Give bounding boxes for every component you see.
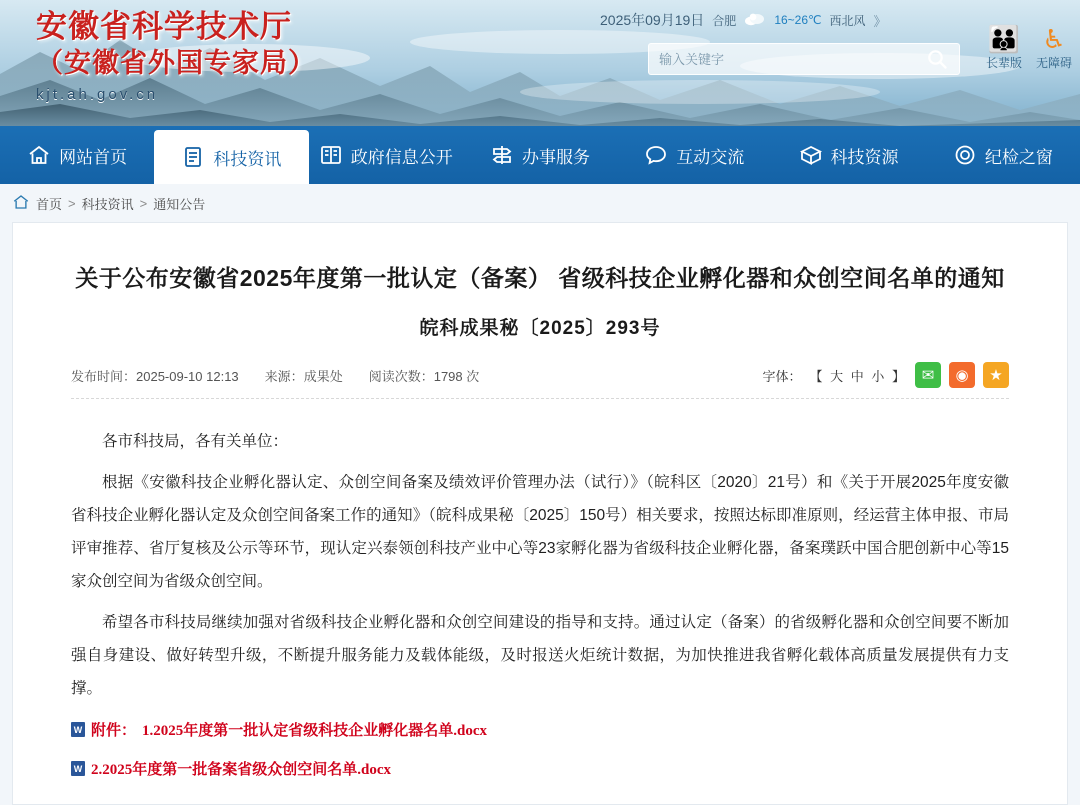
article-paragraph-2: 根据《安徽科技企业孵化器认定、众创空间备案及绩效评价管理办法（试行）》（皖科区〔2020〕21号）和《关于开展2025年度安徽省科技企业孵化器认定及众创空间备案工作的通知》（皖科成果秘〔2025〕150号）相关要求，按照达标即准原则，经运营主体申报、市局评审推荐、省厅复核及公示等环节，现认定兴泰领创科技产业中心等23家孵化器为省级科技企业孵化器，备案璞跃中国合肥创新中心等15家众创空间为省级众创空间。 bbox=[71, 474, 1009, 590]
home-icon bbox=[27, 143, 51, 167]
nav-item-news-label: 科技资讯 bbox=[213, 149, 282, 169]
nav-item-interaction[interactable] bbox=[617, 126, 771, 184]
breadcrumb-item-home[interactable]: 首页 bbox=[36, 196, 63, 212]
breadcrumb bbox=[0, 184, 1080, 222]
chat-icon bbox=[644, 143, 668, 167]
article-paragraph-3: 希望各市科技局继续加强对省级科技企业孵化器和众创空间建设的指导和支持。通过认定（备案）的省级孵化器和众创空间要不断加强自身建设、做好转型升级，不断提升服务能力及载体能级，及时报送火炬统计数据，为加快推进我省孵化载体高质量发展提供有力支撑。 bbox=[71, 614, 1009, 697]
search-icon[interactable] bbox=[915, 44, 959, 74]
main-navigation bbox=[0, 126, 1080, 184]
nav-item-news[interactable] bbox=[154, 130, 308, 184]
site-title-line1: 安徽省科学技术厅 bbox=[36, 9, 292, 45]
accessibility-icon: ♿ bbox=[1042, 24, 1066, 54]
site-banner bbox=[0, 0, 1080, 126]
home-icon-svg bbox=[27, 143, 51, 167]
cloud-icon-svg bbox=[744, 12, 766, 26]
share-weibo-icon[interactable]: ◉ bbox=[949, 362, 975, 388]
share-wechat-icon[interactable]: ✉ bbox=[915, 362, 941, 388]
badge-icon bbox=[953, 143, 977, 167]
breadcrumb-separator: > bbox=[139, 195, 148, 211]
attachment-link-1[interactable]: 1.2025年度第一批认定省级科技企业孵化器名单.docx bbox=[142, 723, 488, 739]
attachment-link-2[interactable]: 2.2025年度第一批备案省级众创空间名单.docx bbox=[91, 762, 392, 778]
search-icon-svg bbox=[926, 48, 948, 70]
elderly-person-icon: 👪 bbox=[987, 24, 1021, 54]
box-icon-svg bbox=[799, 143, 823, 167]
nav-item-discipline-label: 纪检之窗 bbox=[984, 147, 1053, 167]
current-date: 2025年09月19日 bbox=[600, 12, 705, 28]
article-paragraph-1: 各市科技局，各有关单位： bbox=[102, 433, 289, 450]
weather-more-icon[interactable]: 》 bbox=[873, 13, 887, 29]
source-value: 成果处 bbox=[303, 368, 343, 384]
font-size-options[interactable]: 【 大 中 小 】 bbox=[809, 368, 907, 384]
site-title bbox=[36, 8, 316, 103]
nav-item-govinfo-label: 政府信息公开 bbox=[350, 147, 453, 167]
article-source bbox=[265, 366, 343, 385]
article-body bbox=[71, 425, 1009, 705]
home-icon bbox=[12, 193, 30, 214]
cloud-icon bbox=[744, 12, 766, 29]
publish-time-label: 发布时间： bbox=[71, 368, 137, 384]
nav-item-services[interactable] bbox=[463, 126, 617, 184]
views-value: 1798 次 bbox=[433, 368, 480, 384]
info-bar bbox=[600, 10, 887, 30]
search-input[interactable] bbox=[649, 52, 915, 67]
book-icon bbox=[319, 143, 343, 167]
font-size-label: 字体： bbox=[762, 368, 802, 384]
home-icon-svg bbox=[12, 193, 30, 211]
accessibility-links bbox=[986, 26, 1072, 71]
breadcrumb-separator: > bbox=[68, 195, 76, 211]
article-meta bbox=[71, 362, 1009, 399]
page-title: 关于公布安徽省2025年度第一批认定（备案） 省级科技企业孵化器和众创空间名单的通知 bbox=[75, 265, 1005, 291]
document-number: 皖科成果秘〔2025〕293号 bbox=[419, 318, 661, 339]
wind-direction: 西北风 bbox=[829, 13, 866, 28]
news-icon-svg bbox=[181, 145, 205, 169]
news-icon bbox=[181, 145, 205, 169]
book-icon-svg bbox=[319, 143, 343, 167]
badge-icon-svg bbox=[953, 143, 977, 167]
attachment-item[interactable] bbox=[71, 719, 1009, 740]
share-favorite-icon[interactable]: ★ bbox=[983, 362, 1009, 388]
city-name: 合肥 bbox=[712, 13, 737, 28]
accessibility-link[interactable] bbox=[1036, 26, 1072, 71]
views-label: 阅读次数： bbox=[368, 368, 434, 384]
breadcrumb-item-news[interactable]: 科技资讯 bbox=[81, 196, 134, 212]
nav-item-home-label: 网站首页 bbox=[59, 147, 128, 167]
nav-item-discipline[interactable] bbox=[926, 126, 1080, 184]
publish-time-value: 2025-09-10 12:13 bbox=[136, 368, 239, 384]
nav-item-govinfo[interactable] bbox=[309, 126, 463, 184]
breadcrumb-item-notice[interactable]: 通知公告 bbox=[153, 196, 206, 212]
nav-item-resources[interactable] bbox=[771, 126, 925, 184]
elderly-version-label: 长辈版 bbox=[985, 56, 1022, 70]
article-meta-right bbox=[763, 362, 1009, 388]
signpost-icon-svg bbox=[490, 143, 514, 167]
nav-item-resources-label: 科技资源 bbox=[830, 147, 899, 167]
article-card bbox=[12, 222, 1068, 805]
word-doc-icon: W bbox=[71, 722, 85, 737]
publish-time bbox=[71, 366, 239, 385]
nav-item-home[interactable] bbox=[0, 126, 154, 184]
accessibility-label: 无障碍 bbox=[1035, 56, 1072, 70]
site-url: kjt.ah.gov.cn bbox=[36, 86, 159, 103]
view-count bbox=[369, 366, 480, 385]
signpost-icon bbox=[490, 143, 514, 167]
word-doc-icon: W bbox=[71, 761, 85, 776]
site-title-line2: （安徽省外国专家局） bbox=[36, 48, 316, 79]
attachment-prefix: 附件： bbox=[91, 723, 137, 739]
attachment-item[interactable] bbox=[71, 758, 1009, 779]
nav-item-services-label: 办事服务 bbox=[521, 147, 590, 167]
temperature: 16~26℃ bbox=[774, 13, 822, 27]
chat-icon-svg bbox=[644, 143, 668, 167]
article-meta-left bbox=[71, 366, 479, 385]
search-box[interactable] bbox=[648, 43, 960, 75]
source-label: 来源： bbox=[264, 368, 304, 384]
page-content-wrapper bbox=[0, 222, 1080, 805]
nav-item-interaction-label: 互动交流 bbox=[676, 147, 745, 167]
elderly-version-link[interactable] bbox=[986, 26, 1022, 71]
box-icon bbox=[799, 143, 823, 167]
